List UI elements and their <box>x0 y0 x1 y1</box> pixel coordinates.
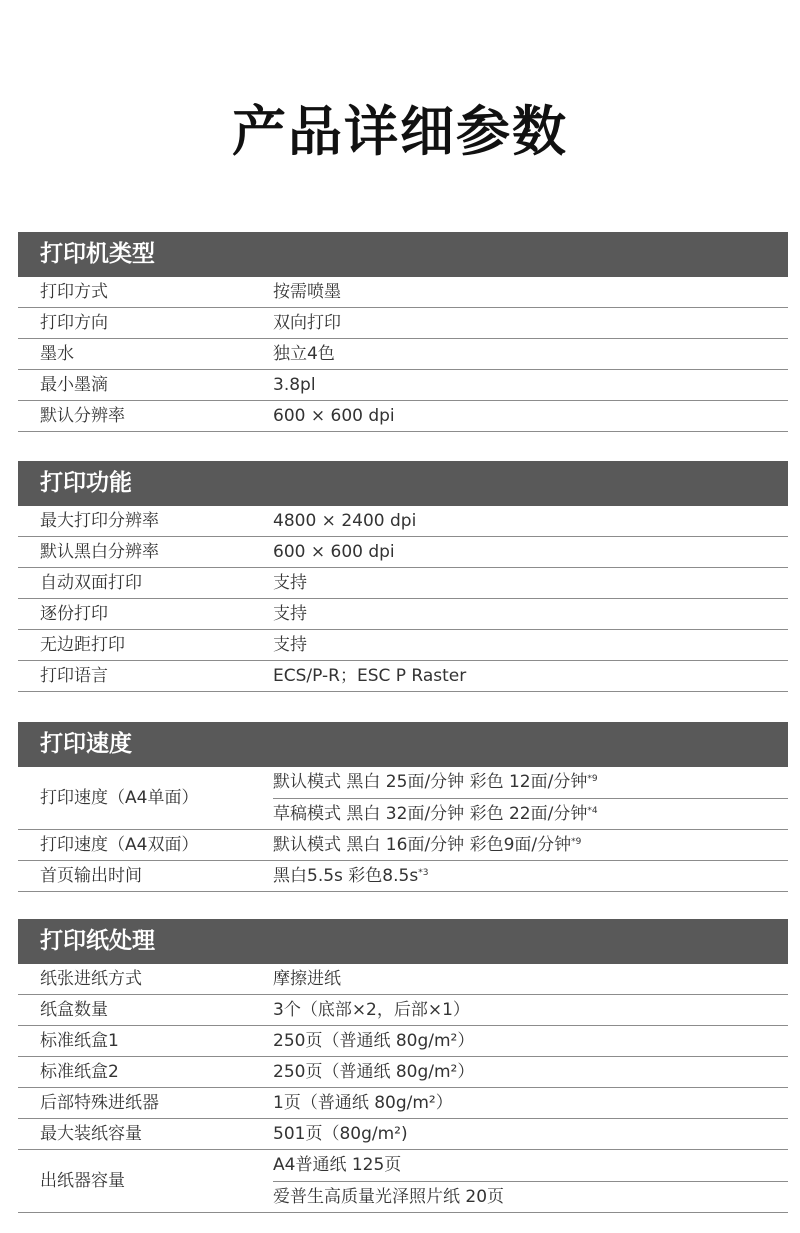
row-values <box>273 830 788 860</box>
row-value: 4800 × 2400 dpi <box>273 511 417 531</box>
row-value: 按需喷墨 <box>273 282 341 302</box>
footnote-mark: *4 <box>587 806 598 816</box>
section-heading: 打印速度 <box>18 722 788 767</box>
table-row <box>18 830 788 861</box>
table-row <box>18 964 788 995</box>
table-row <box>18 568 788 599</box>
row-value: 双向打印 <box>273 313 341 333</box>
row-label: 最小墨滴 <box>40 375 108 395</box>
row-label: 标准纸盒2 <box>40 1062 119 1082</box>
row-label: 墨水 <box>40 344 74 364</box>
row-value: 1页（普通纸 80g/m²） <box>273 1093 453 1113</box>
table-row <box>18 370 788 401</box>
page-title: 产品详细参数 <box>232 100 568 163</box>
row-label: 无边距打印 <box>40 635 125 655</box>
value-line <box>273 767 788 798</box>
row-values <box>273 1150 788 1212</box>
row-label: 默认分辨率 <box>40 406 125 426</box>
row-label: 自动双面打印 <box>40 573 142 593</box>
row-value: 250页（普通纸 80g/m²） <box>273 1062 475 1082</box>
row-label: 打印语言 <box>40 666 108 686</box>
row-value: 600 × 600 dpi <box>273 542 395 562</box>
row-value: 250页（普通纸 80g/m²） <box>273 1031 475 1051</box>
table-row <box>18 1119 788 1150</box>
table-row <box>18 1088 788 1119</box>
row-label: 纸张进纸方式 <box>40 969 142 989</box>
row-value: 黑白5.5s 彩色8.5s <box>273 866 419 886</box>
section-print-functions <box>18 461 788 692</box>
section-heading: 打印功能 <box>18 461 788 506</box>
row-value: A4普通纸 125页 <box>273 1155 402 1175</box>
row-value: 支持 <box>273 573 307 593</box>
row-label: 打印速度（A4双面） <box>40 835 199 855</box>
table-row <box>18 995 788 1026</box>
row-label: 后部特殊进纸器 <box>40 1093 159 1113</box>
row-value: ECS/P-R；ESC P Raster <box>273 666 467 686</box>
table-row <box>18 308 788 339</box>
table-row <box>18 599 788 630</box>
row-value: 3.8pl <box>273 375 316 395</box>
table-row <box>18 506 788 537</box>
row-value: 默认模式 黑白 25面/分钟 彩色 12面/分钟 <box>273 772 588 792</box>
section-print-speed <box>18 722 788 892</box>
row-label: 打印方式 <box>40 282 108 302</box>
section-printer-type <box>18 232 788 432</box>
table-row <box>18 339 788 370</box>
row-value: 501页（80g/m²) <box>273 1124 408 1144</box>
footnote-mark: *3 <box>418 868 429 878</box>
row-label: 最大打印分辨率 <box>40 511 159 531</box>
row-label: 出纸器容量 <box>40 1171 125 1191</box>
row-values <box>273 767 788 829</box>
table-row <box>18 401 788 432</box>
section-heading: 打印纸处理 <box>18 919 788 964</box>
section-paper-handling <box>18 919 788 1213</box>
row-values <box>273 861 788 891</box>
row-label: 打印速度（A4单面） <box>40 788 199 808</box>
table-row <box>18 1150 788 1213</box>
footnote-mark: *9 <box>587 774 598 784</box>
row-value: 支持 <box>273 635 307 655</box>
row-label: 逐份打印 <box>40 604 108 624</box>
row-value: 摩擦进纸 <box>273 969 341 989</box>
row-label: 默认黑白分辨率 <box>40 542 159 562</box>
section-heading: 打印机类型 <box>18 232 788 277</box>
table-row <box>18 661 788 692</box>
table-row <box>18 277 788 308</box>
row-value: 默认模式 黑白 16面/分钟 彩色9面/分钟 <box>273 835 572 855</box>
row-value: 爱普生高质量光泽照片纸 20页 <box>273 1181 788 1212</box>
row-value: 草稿模式 黑白 32面/分钟 彩色 22面/分钟 <box>273 804 588 824</box>
row-value: 3个（底部×2，后部×1） <box>273 1000 470 1020</box>
row-value: 支持 <box>273 604 307 624</box>
table-row <box>18 861 788 892</box>
table-row <box>18 1057 788 1088</box>
row-label: 纸盒数量 <box>40 1000 108 1020</box>
row-label: 首页输出时间 <box>40 866 142 886</box>
row-value: 独立4色 <box>273 344 335 364</box>
table-row <box>18 630 788 661</box>
value-line <box>273 798 788 829</box>
row-label: 最大装纸容量 <box>40 1124 142 1144</box>
row-label: 标准纸盒1 <box>40 1031 119 1051</box>
footnote-mark: *9 <box>571 837 582 847</box>
table-row <box>18 537 788 568</box>
table-row <box>18 1026 788 1057</box>
row-value: 600 × 600 dpi <box>273 406 395 426</box>
table-row <box>18 767 788 830</box>
row-label: 打印方向 <box>40 313 108 333</box>
